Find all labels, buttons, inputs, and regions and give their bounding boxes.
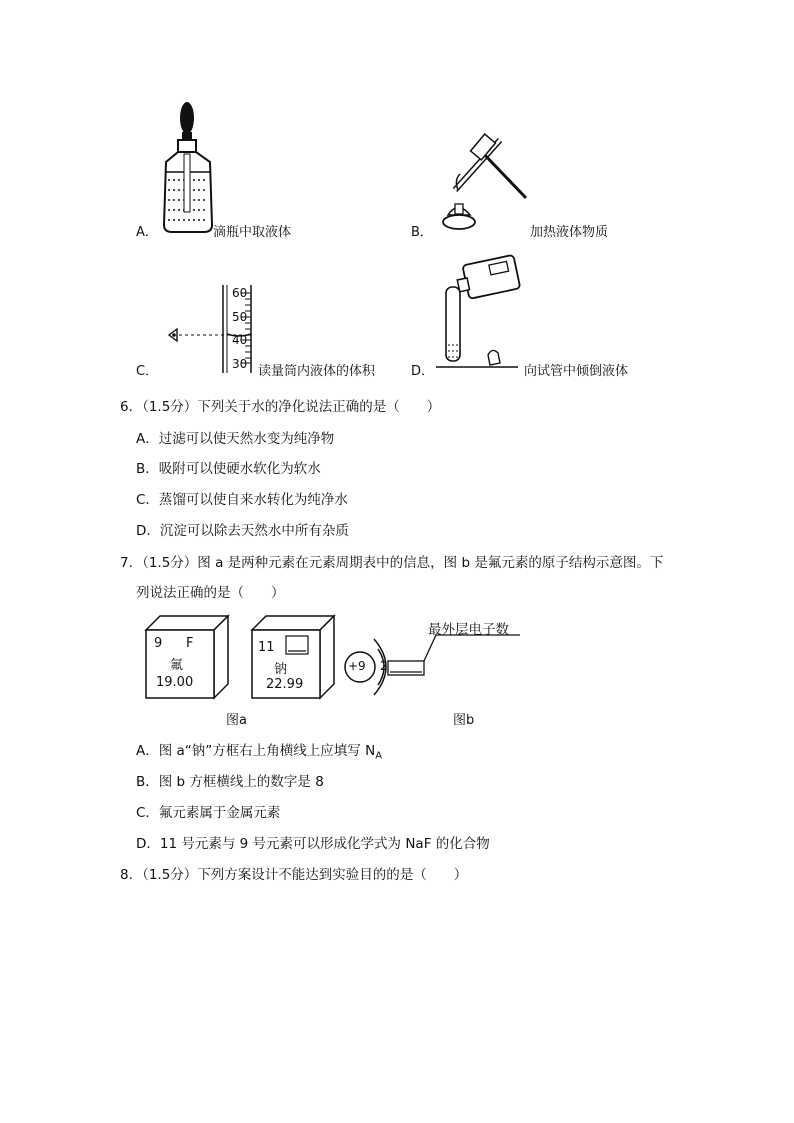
q8-stem: 8．（1.5分）下列方案设计不能达到实验目的的是（ ）	[120, 867, 468, 883]
fluorine-mass: 19.00	[156, 675, 194, 690]
cylinder-tick-50: 50	[232, 310, 248, 324]
graduated-cylinder-illustration	[165, 285, 265, 375]
q5-option-a-letter: A．	[136, 225, 158, 240]
q6-stem: 6．（1.5分）下列关于水的净化说法正确的是（ ）	[120, 399, 441, 415]
q7-stem-line1: 7．（1.5分）图 a 是两种元素在元素周期表中的信息，图 b 是氟元素的原子结构示意图。下	[120, 555, 664, 571]
q7-stem-line2: 列说法正确的是（ ）	[136, 585, 285, 601]
q6-choice-a: A．过滤可以使天然水变为纯净物	[136, 431, 335, 447]
atom-shell-1-electrons: 2	[380, 659, 388, 673]
heating-test-tube-illustration	[440, 130, 530, 235]
q5-option-b-letter: B．	[411, 225, 433, 240]
figure-b-label: 图b	[453, 713, 475, 728]
outermost-electrons-callout: 最外层电子数	[428, 622, 509, 638]
pouring-liquid-illustration	[436, 255, 526, 375]
q7-choice-a	[136, 739, 382, 762]
fluorine-symbol: F	[186, 636, 194, 651]
q5-option-a-caption: 滴瓶中取液体	[213, 225, 292, 240]
q5-option-b-caption: 加热液体物质	[530, 225, 609, 240]
q7-choice-a-text: A．图 a“钠”方框右上角横线上应填写 N	[136, 743, 376, 759]
q5-option-d-letter: D．	[411, 364, 435, 379]
dropper-bottle-illustration	[160, 100, 220, 235]
q7-choice-d: D．11 号元素与 9 号元素可以形成化学式为 NaF 的化合物	[136, 836, 490, 852]
q5-option-c-letter: C．	[136, 364, 159, 379]
q6-choice-c: C．蒸馏可以使自来水转化为纯净水	[136, 492, 348, 508]
cylinder-tick-40: 40	[232, 333, 248, 347]
fluorine-name: 氟	[170, 658, 184, 673]
sodium-atomic-number: 11	[258, 640, 275, 655]
cylinder-tick-60: 60	[232, 286, 248, 300]
q6-choice-d: D．沉淀可以除去天然水中所有杂质	[136, 523, 349, 539]
sodium-mass: 22.99	[266, 677, 304, 692]
q6-choice-b: B．吸附可以使硬水软化为软水	[136, 461, 321, 477]
figure-a-label: 图a	[226, 713, 247, 728]
q5-option-d-caption: 向试管中倾倒液体	[524, 364, 629, 379]
atom-nucleus-charge: +9	[348, 659, 366, 673]
q5-option-c-caption: 读量筒内液体的体积	[258, 364, 376, 379]
cylinder-tick-30: 30	[232, 357, 248, 371]
sodium-name: 钠	[274, 662, 288, 677]
fluorine-atomic-number: 9	[154, 636, 163, 651]
fluorine-element-box	[142, 612, 232, 700]
q7-choice-b: B．图 b 方框横线上的数字是 8	[136, 774, 324, 790]
q7-choice-a-subscript: A	[375, 750, 383, 762]
sodium-element-box	[248, 612, 338, 700]
q7-choice-c: C．氟元素属于金属元素	[136, 805, 281, 821]
